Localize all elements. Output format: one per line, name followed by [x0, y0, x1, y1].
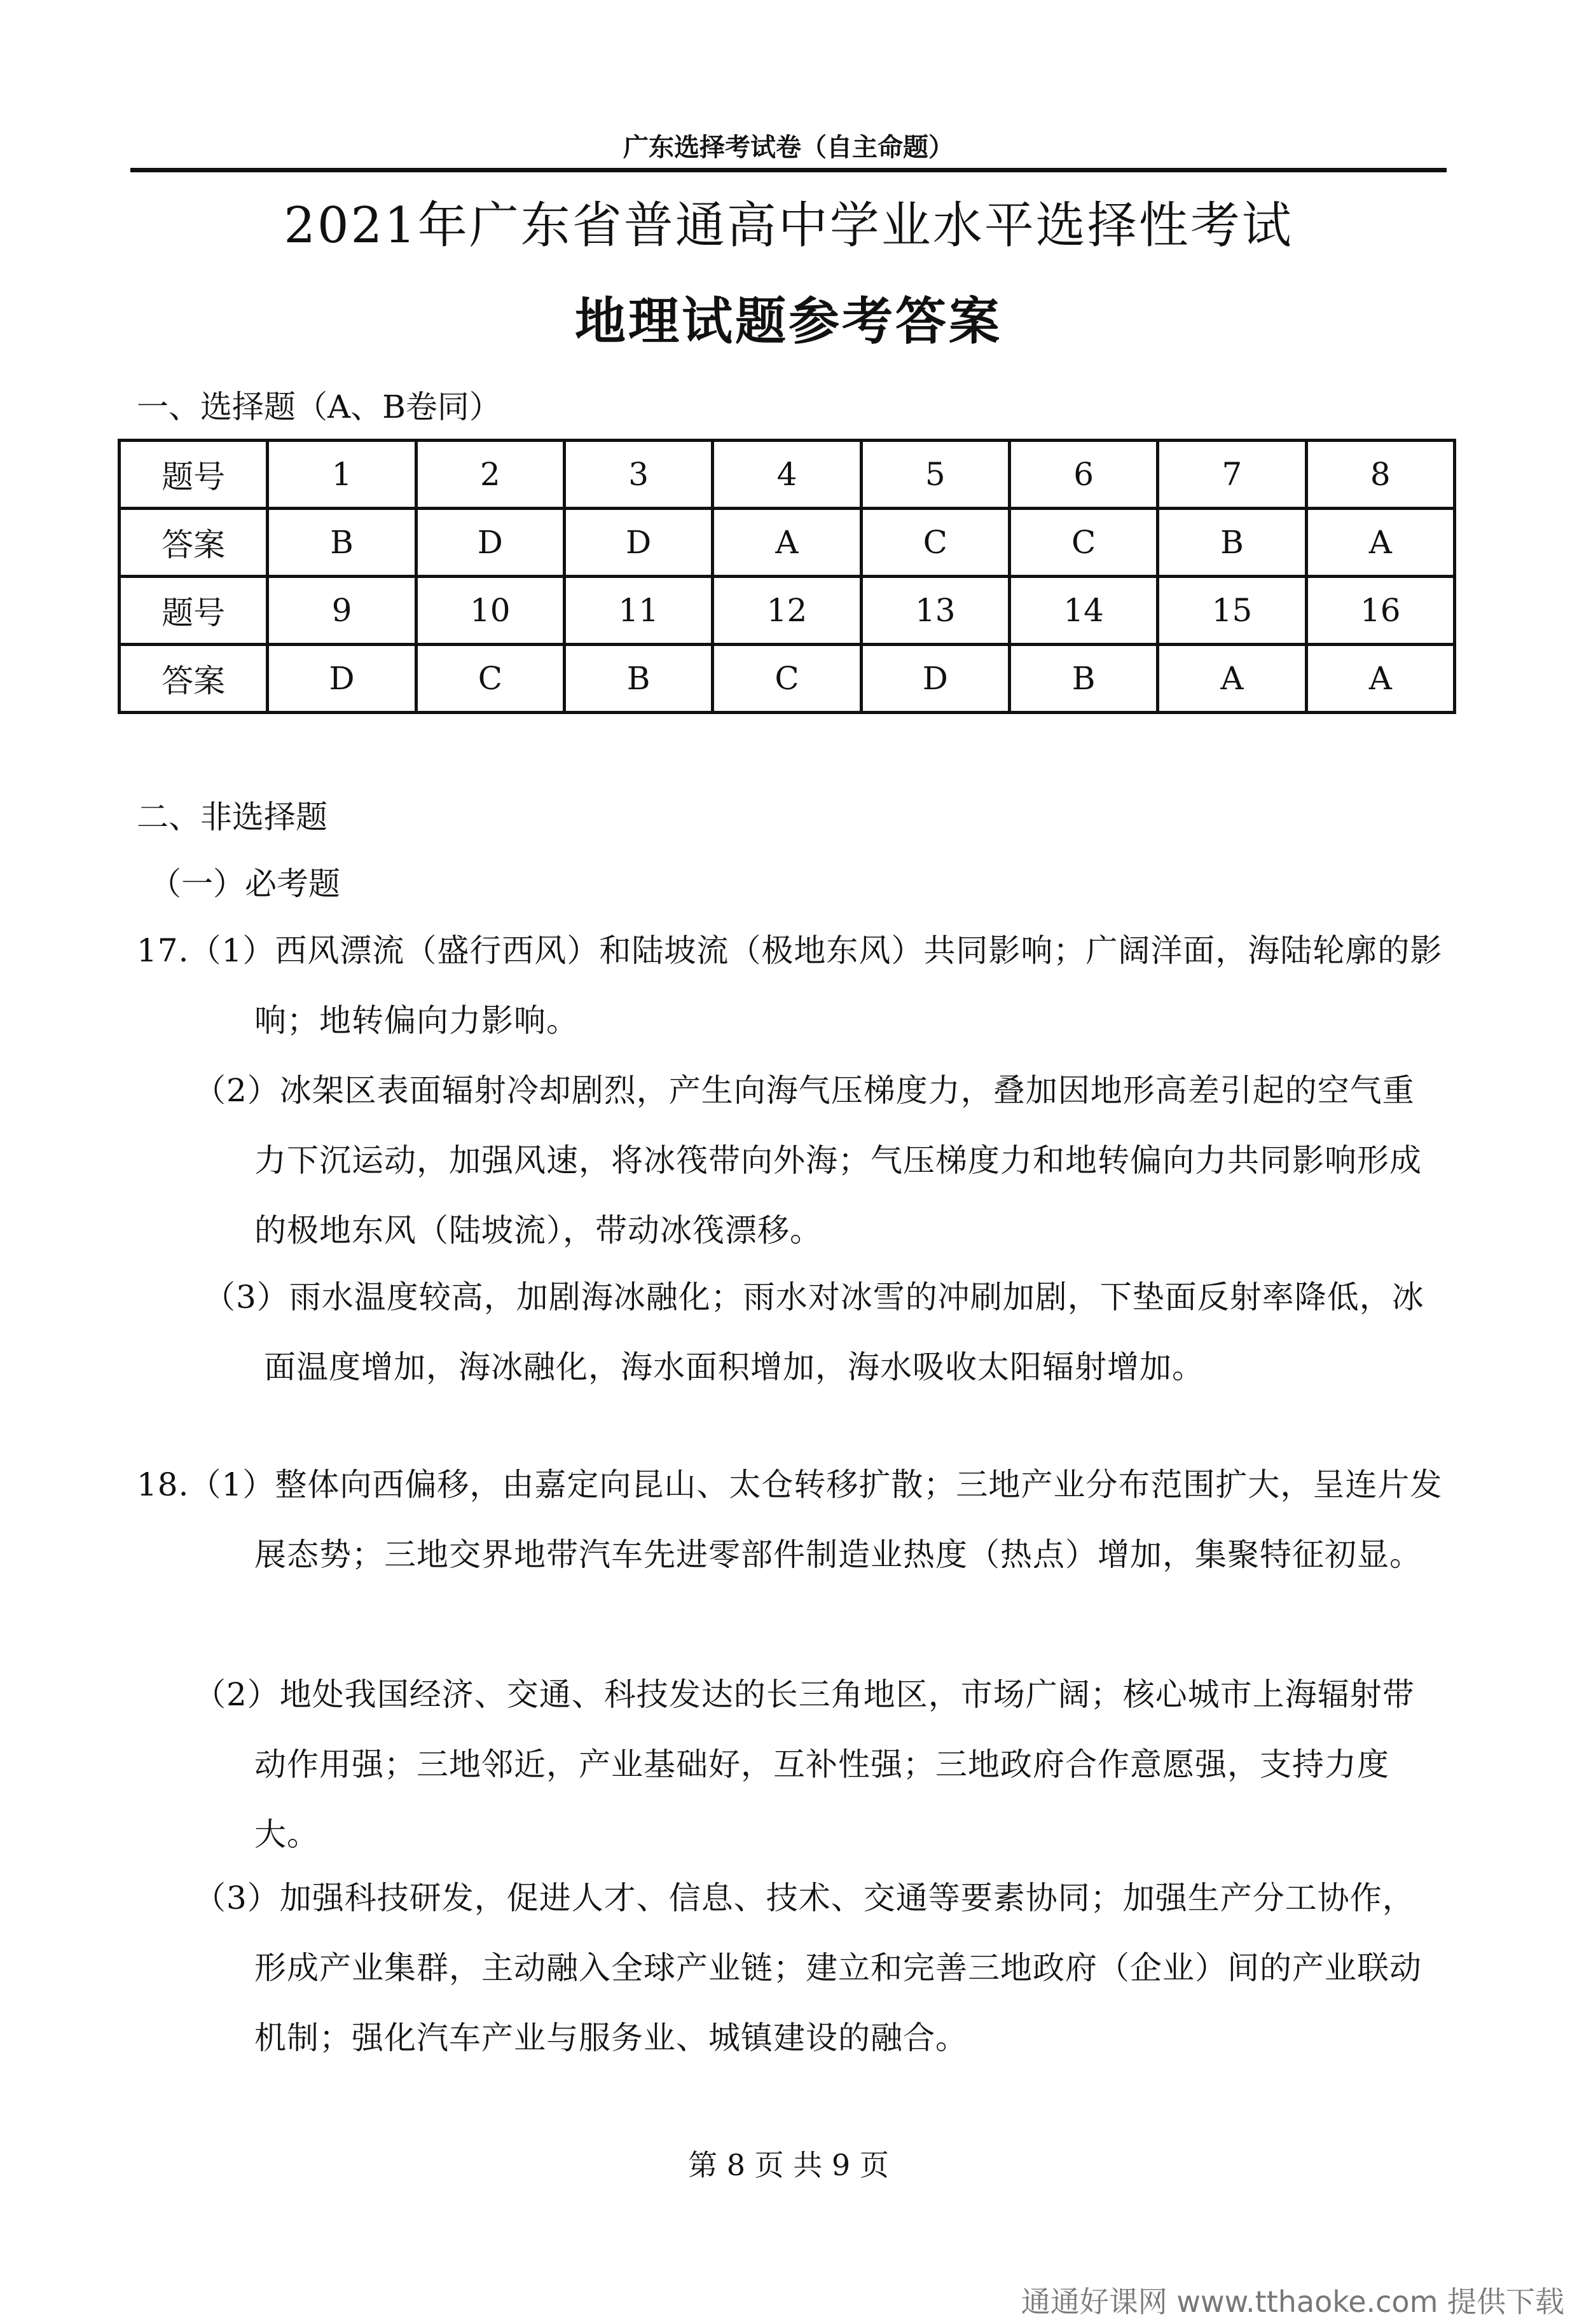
- table-cell: 4: [713, 441, 861, 509]
- table-cell: C: [416, 645, 564, 713]
- table-cell: 题号: [120, 577, 268, 645]
- table-cell: A: [1158, 645, 1306, 713]
- table-cell: D: [416, 509, 564, 577]
- answer-17-part-3: （3）雨水温度较高，加剧海冰融化；雨水对冰雪的冲刷加剧，下垫面反射率降低，冰面温度增加，海冰融化，海水面积增加，海水吸收太阳辐射增加。: [203, 1279, 1424, 1385]
- table-cell: 9: [268, 577, 416, 645]
- table-cell: 14: [1009, 577, 1157, 645]
- table-cell: B: [268, 509, 416, 577]
- table-cell: C: [713, 645, 861, 713]
- table-cell: A: [1306, 509, 1454, 577]
- section-subheading-required: （一）必考题: [149, 865, 340, 902]
- answer-18-part-3: （3）加强科技研发，促进人才、信息、技术、交通等要素协同；加强生产分工协作，形成产业集群，主动融入全球产业链；建立和完善三地政府（企业）间的产业联动机制；强化汽车产业与服务业、城镇建设的融合。: [194, 1880, 1422, 2056]
- table-cell: 题号: [120, 441, 268, 509]
- table-cell: 11: [564, 577, 712, 645]
- table-row: [120, 441, 1455, 509]
- table-cell: 15: [1158, 577, 1306, 645]
- table-cell: A: [1306, 645, 1454, 713]
- site-watermark: 通通好课网 www.tthaoke.com 提供下载: [1021, 2285, 1564, 2319]
- table-cell: 3: [564, 441, 712, 509]
- table-cell: 16: [1306, 577, 1454, 645]
- table-cell: D: [564, 509, 712, 577]
- table-cell: 答案: [120, 645, 268, 713]
- page-subtitle: 地理试题参考答案: [575, 291, 1002, 351]
- table-cell: 2: [416, 441, 564, 509]
- answer-table: [118, 439, 1456, 714]
- table-cell: 13: [861, 577, 1009, 645]
- table-cell: 8: [1306, 441, 1454, 509]
- answer-17-part-1: 17.（1）西风漂流（盛行西风）和陆坡流（极地东风）共同影响；广阔洋面，海陆轮廓的影响；地转偏向力影响。: [137, 932, 1443, 1039]
- table-cell: C: [861, 509, 1009, 577]
- table-cell: 12: [713, 577, 861, 645]
- table-cell: 答案: [120, 509, 268, 577]
- table-row: [120, 577, 1455, 645]
- table-cell: D: [268, 645, 416, 713]
- table-cell: A: [713, 509, 861, 577]
- section-heading-non-choice: 二、非选择题: [137, 799, 327, 835]
- table-cell: D: [861, 645, 1009, 713]
- table-cell: C: [1009, 509, 1157, 577]
- table-row: [120, 645, 1455, 713]
- table-cell: 1: [268, 441, 416, 509]
- page-title: 2021年广东省普通高中学业水平选择性考试: [284, 197, 1293, 254]
- table-cell: 5: [861, 441, 1009, 509]
- table-cell: B: [1158, 509, 1306, 577]
- table-cell: B: [564, 645, 712, 713]
- answer-18-part-1: 18.（1）整体向西偏移，由嘉定向昆山、太仓转移扩散；三地产业分布范围扩大，呈连片发展态势；三地交界地带汽车先进零部件制造业热度（热点）增加，集聚特征初显。: [137, 1466, 1443, 1573]
- table-cell: 10: [416, 577, 564, 645]
- answer-18-part-2: （2）地处我国经济、交通、科技发达的长三角地区，市场广阔；核心城市上海辐射带动作用强；三地邻近，产业基础好，互补性强；三地政府合作意愿强，支持力度大。: [194, 1676, 1415, 1853]
- table-cell: B: [1009, 645, 1157, 713]
- page-number: 第 8 页 共 9 页: [688, 2148, 889, 2182]
- answer-17-part-2: （2）冰架区表面辐射冷却剧烈，产生向海气压梯度力，叠加因地形高差引起的空气重力下沉运动，加强风速，将冰筏带向外海；气压梯度力和地转偏向力共同影响形成的极地东风（陆坡流），带动冰筏漂移。: [194, 1072, 1422, 1249]
- exam-header: 广东选择考试卷（自主命题）: [130, 127, 1447, 172]
- table-cell: 7: [1158, 441, 1306, 509]
- section-heading-multiple-choice: 一、选择题（A、B卷同）: [137, 388, 501, 425]
- table-row: [120, 509, 1455, 577]
- table-cell: 6: [1009, 441, 1157, 509]
